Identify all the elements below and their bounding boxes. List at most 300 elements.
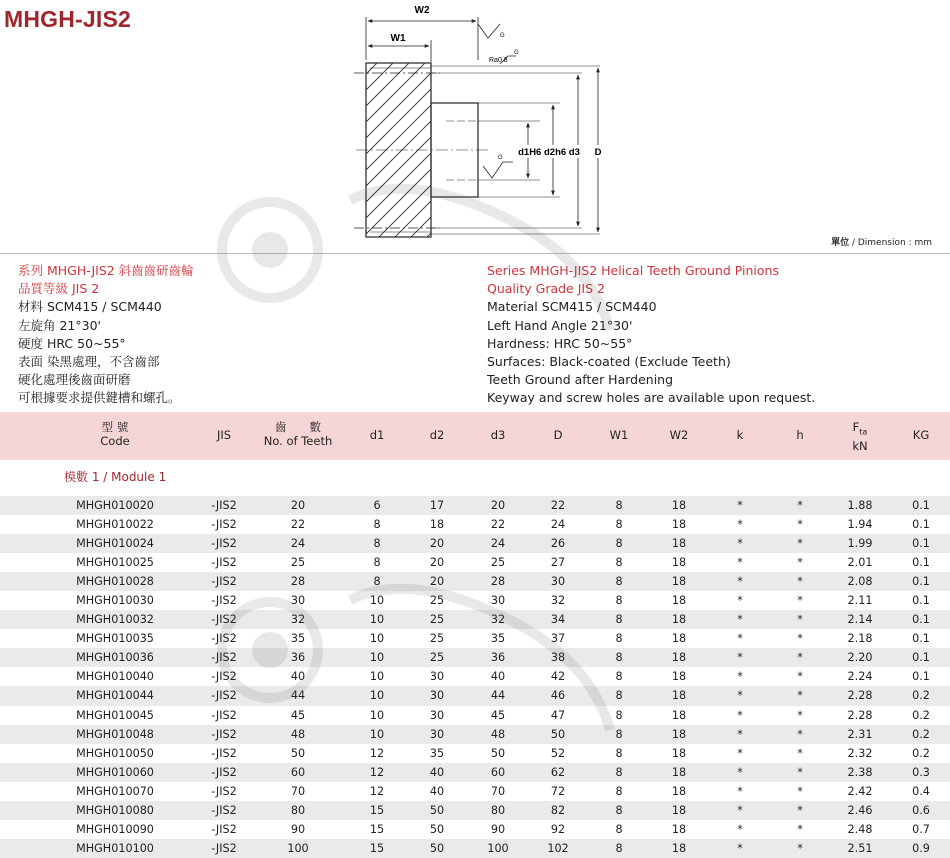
cell-w1: 8 (615, 594, 623, 608)
cell-d1: 10 (369, 689, 385, 703)
cell-teeth: 44 (290, 689, 306, 703)
cell-outer-d: 26 (550, 537, 566, 551)
cell-kg: 0.2 (912, 708, 930, 722)
cell-d2: 35 (429, 746, 445, 760)
cell-outer-d: 62 (550, 765, 566, 779)
cell-d3: 44 (490, 689, 506, 703)
table-header (0, 412, 950, 460)
table-row (0, 782, 950, 801)
table-row (0, 534, 950, 553)
cell-outer-d: 52 (550, 746, 566, 760)
cell-teeth: 50 (290, 746, 306, 760)
cell-fta: 1.94 (847, 518, 873, 532)
spec-line: 系列 MHGH-JIS2 斜齒齒研齒輪 (18, 263, 194, 278)
cell-kg: 0.1 (912, 651, 930, 665)
cell-kg: 0.7 (912, 822, 930, 836)
cell-kg: 0.1 (912, 499, 930, 512)
cell-code: MHGH010044 (76, 689, 154, 703)
cell-jis: -JIS2 (211, 689, 237, 703)
cell-w2: 18 (671, 518, 687, 532)
cell-w1: 8 (615, 803, 623, 817)
spec-line: 硬度 HRC 50~55° (18, 335, 126, 351)
cell-jis: -JIS2 (211, 765, 237, 779)
cell-d3: 70 (490, 784, 506, 798)
cell-d1: 10 (369, 651, 385, 665)
cell-jis: -JIS2 (211, 575, 237, 589)
cell-outer-d: 24 (550, 518, 566, 532)
table-row (0, 725, 950, 744)
cell-k: * (737, 556, 743, 570)
cell-w1: 8 (615, 765, 623, 779)
table-row (0, 610, 950, 629)
spec-line: Teeth Ground after Hardening (487, 372, 674, 388)
cell-k: * (737, 518, 743, 532)
table-row (0, 763, 950, 782)
cell-teeth: 36 (290, 651, 306, 665)
cell-teeth: 35 (290, 632, 306, 646)
cell-w1: 8 (615, 651, 623, 665)
cell-fta: 2.20 (847, 651, 873, 665)
cell-w1: 8 (615, 556, 623, 570)
cell-jis: -JIS2 (211, 499, 237, 512)
header-d3: d3 (490, 428, 506, 442)
cell-code: MHGH010040 (76, 670, 154, 684)
cell-k: * (737, 822, 743, 836)
cell-h: * (797, 727, 803, 741)
page-title: MHGH-JIS2 (4, 6, 132, 32)
unit-label-en: / Dimension : mm (849, 238, 932, 248)
cell-fta: 2.48 (847, 822, 873, 836)
cell-code: MHGH010035 (76, 632, 154, 646)
cell-teeth: 30 (290, 594, 306, 608)
cell-k: * (737, 727, 743, 741)
cell-w2: 18 (671, 575, 687, 589)
cell-w2: 18 (671, 708, 687, 722)
cell-code: MHGH010090 (76, 822, 154, 836)
cell-d3: 48 (490, 727, 506, 741)
cell-fta: 1.99 (847, 537, 873, 551)
cell-d1: 10 (369, 632, 385, 646)
cell-kg: 0.1 (912, 670, 930, 684)
header-w2: W2 (669, 428, 689, 442)
cell-k: * (737, 784, 743, 798)
cell-teeth: 25 (290, 556, 306, 570)
table-row (0, 667, 950, 686)
cell-w2: 18 (671, 803, 687, 817)
cell-h: * (797, 613, 803, 627)
cell-outer-d: 82 (550, 803, 566, 817)
cell-d1: 15 (369, 822, 385, 836)
cell-w2: 18 (671, 841, 687, 855)
cell-h: * (797, 537, 803, 551)
cell-w2: 18 (671, 689, 687, 703)
cell-d2: 17 (429, 499, 445, 512)
cell-code: MHGH010024 (76, 537, 154, 551)
header-d2: d2 (429, 428, 445, 442)
cell-d1: 8 (373, 575, 381, 589)
table-row (0, 706, 950, 725)
cell-h: * (797, 746, 803, 760)
cell-kg: 0.1 (912, 632, 930, 646)
table-row (0, 648, 950, 667)
cell-d1: 10 (369, 613, 385, 627)
cell-outer-d: 22 (550, 499, 566, 512)
cell-h: * (797, 784, 803, 798)
table-row (0, 629, 950, 648)
cell-d3: 35 (490, 632, 506, 646)
cell-code: MHGH010020 (76, 499, 154, 512)
spec-line: 可根據要求提供鍵槽和螺孔。 (18, 390, 181, 406)
table-row (0, 820, 950, 839)
cell-w2: 18 (671, 499, 687, 512)
cell-w1: 8 (615, 537, 623, 551)
cell-jis: -JIS2 (211, 556, 237, 570)
header-kg: KG (912, 428, 930, 442)
cell-h: * (797, 594, 803, 608)
cell-jis: -JIS2 (211, 518, 237, 532)
cell-kg: 0.1 (912, 575, 930, 589)
cell-jis: -JIS2 (211, 632, 237, 646)
cell-outer-d: 32 (550, 594, 566, 608)
header-teeth: 齒 數 No. of Teeth (263, 420, 333, 448)
cell-teeth: 100 (287, 841, 309, 855)
specs-english (487, 262, 815, 408)
header-w1: W1 (609, 428, 629, 442)
cell-d1: 15 (369, 841, 385, 855)
cell-w2: 18 (671, 613, 687, 627)
cell-w1: 8 (615, 784, 623, 798)
cell-outer-d: 47 (550, 708, 566, 722)
cell-k: * (737, 651, 743, 665)
cell-jis: -JIS2 (211, 841, 237, 855)
cell-k: * (737, 670, 743, 684)
cell-h: * (797, 803, 803, 817)
cell-w2: 18 (671, 822, 687, 836)
cell-d2: 30 (429, 708, 445, 722)
cell-kg: 0.1 (912, 613, 930, 627)
cell-code: MHGH010060 (76, 765, 154, 779)
cell-d1: 8 (373, 556, 381, 570)
cell-outer-d: 42 (550, 670, 566, 684)
cell-fta: 2.28 (847, 708, 873, 722)
spec-table (0, 412, 950, 858)
cell-jis: -JIS2 (211, 613, 237, 627)
cell-code: MHGH010050 (76, 746, 154, 760)
cell-d1: 10 (369, 708, 385, 722)
cell-k: * (737, 746, 743, 760)
cell-k: * (737, 594, 743, 608)
cell-d3: 22 (490, 518, 506, 532)
technical-drawing (0, 0, 950, 250)
cell-k: * (737, 841, 743, 855)
cell-fta: 2.18 (847, 632, 873, 646)
cell-fta: 2.38 (847, 765, 873, 779)
spec-line: Series MHGH-JIS2 Helical Teeth Ground Pinions (487, 263, 779, 278)
cell-outer-d: 72 (550, 784, 566, 798)
module-label: 模數 1 / Module 1 (64, 470, 167, 484)
cell-d1: 10 (369, 727, 385, 741)
cell-h: * (797, 708, 803, 722)
cell-d3: 20 (490, 499, 506, 512)
table-row (0, 515, 950, 534)
header-k: k (736, 428, 744, 442)
cell-d3: 30 (490, 594, 506, 608)
cell-h: * (797, 822, 803, 836)
cell-d2: 50 (429, 841, 445, 855)
cell-d3: 24 (490, 537, 506, 551)
cell-d3: 45 (490, 708, 506, 722)
cell-w1: 8 (615, 746, 623, 760)
spec-line: 品質等級 JIS 2 (18, 281, 100, 297)
cell-fta: 2.28 (847, 689, 873, 703)
cell-w2: 18 (671, 537, 687, 551)
cell-d2: 25 (429, 594, 445, 608)
cell-d2: 25 (429, 613, 445, 627)
cell-teeth: 80 (290, 803, 306, 817)
cell-d1: 15 (369, 803, 385, 817)
cell-h: * (797, 651, 803, 665)
cell-teeth: 20 (290, 499, 306, 512)
cell-d2: 25 (429, 651, 445, 665)
cell-w1: 8 (615, 841, 623, 855)
table-row (0, 496, 950, 515)
cell-w2: 18 (671, 632, 687, 646)
cell-kg: 0.9 (912, 841, 930, 855)
cell-d2: 30 (429, 727, 445, 741)
cell-h: * (797, 632, 803, 646)
cell-d3: 90 (490, 822, 506, 836)
cell-kg: 0.3 (912, 765, 930, 779)
cell-jis: -JIS2 (211, 594, 237, 608)
cell-k: * (737, 803, 743, 817)
cell-d1: 10 (369, 594, 385, 608)
unit-label-zh: 單位 (831, 238, 850, 248)
specs-chinese (18, 262, 194, 408)
cell-jis: -JIS2 (211, 708, 237, 722)
cell-code: MHGH010028 (76, 575, 154, 589)
table-row (0, 572, 950, 591)
cell-d3: 25 (490, 556, 506, 570)
cell-fta: 2.08 (847, 575, 873, 589)
cell-k: * (737, 689, 743, 703)
cell-d2: 18 (429, 518, 445, 532)
cell-d2: 50 (429, 803, 445, 817)
outer-diameter-label: D (594, 147, 602, 158)
cell-outer-d: 34 (550, 613, 566, 627)
unit-note (831, 235, 932, 248)
cell-h: * (797, 518, 803, 532)
cell-w1: 8 (615, 499, 623, 512)
cell-d3: 60 (490, 765, 506, 779)
cell-jis: -JIS2 (211, 727, 237, 741)
cell-teeth: 60 (290, 765, 306, 779)
cell-w2: 18 (671, 594, 687, 608)
header-d1: d1 (369, 428, 385, 442)
cell-d3: 28 (490, 575, 506, 589)
cell-w1: 8 (615, 727, 623, 741)
cell-jis: -JIS2 (211, 670, 237, 684)
spec-line: 材料 SCM415 / SCM440 (18, 299, 162, 315)
cell-d2: 30 (429, 689, 445, 703)
cell-kg: 0.1 (912, 556, 930, 570)
cell-w2: 18 (671, 727, 687, 741)
finish-g-top: G (500, 33, 505, 39)
cell-d1: 10 (369, 670, 385, 684)
cell-jis: -JIS2 (211, 784, 237, 798)
cell-k: * (737, 575, 743, 589)
bore-diameters-label: d1H6 d2h6 d3 (518, 147, 580, 158)
cell-fta: 1.88 (847, 499, 873, 512)
cell-kg: 0.6 (912, 803, 930, 817)
module-label-row (0, 460, 950, 496)
cell-d1: 12 (369, 784, 385, 798)
cell-d2: 40 (429, 765, 445, 779)
spec-line: 左旋角 21°30' (18, 317, 101, 333)
roughness-label: Ra0.8 (489, 57, 508, 64)
cell-outer-d: 30 (550, 575, 566, 589)
cell-d3: 32 (490, 613, 506, 627)
cell-w1: 8 (615, 689, 623, 703)
cell-w2: 18 (671, 670, 687, 684)
header-h: h (796, 428, 804, 442)
cell-fta: 2.11 (847, 594, 873, 608)
cell-h: * (797, 670, 803, 684)
cell-h: * (797, 575, 803, 589)
cell-kg: 0.2 (912, 746, 930, 760)
cell-d2: 20 (429, 537, 445, 551)
finish-g-mid: G (514, 50, 519, 56)
cell-d2: 50 (429, 822, 445, 836)
spec-line: Keyway and screw holes are available upon request. (487, 390, 816, 406)
cell-d1: 12 (369, 746, 385, 760)
w2-label: W2 (414, 5, 430, 16)
spec-line: Material SCM415 / SCM440 (487, 299, 657, 315)
table-row (0, 686, 950, 705)
cell-teeth: 90 (290, 822, 306, 836)
cell-d2: 30 (429, 670, 445, 684)
finish-g-bore: G (498, 155, 503, 161)
cell-d3: 80 (490, 803, 506, 817)
cell-code: MHGH010080 (76, 803, 154, 817)
cell-d2: 20 (429, 575, 445, 589)
cell-d1: 8 (373, 537, 381, 551)
cell-k: * (737, 499, 743, 512)
cell-w2: 18 (671, 765, 687, 779)
cell-teeth: 22 (290, 518, 306, 532)
cell-d2: 40 (429, 784, 445, 798)
spec-line: Left Hand Angle 21°30' (487, 317, 633, 333)
section-divider (0, 253, 950, 254)
cell-jis: -JIS2 (211, 822, 237, 836)
cell-outer-d: 92 (550, 822, 566, 836)
cell-teeth: 24 (290, 537, 306, 551)
cell-code: MHGH010022 (76, 518, 154, 532)
cell-k: * (737, 613, 743, 627)
cell-fta: 2.31 (847, 727, 873, 741)
cell-jis: -JIS2 (211, 651, 237, 665)
cell-d1: 8 (373, 518, 381, 532)
cell-fta: 2.24 (847, 670, 873, 684)
cell-d2: 25 (429, 632, 445, 646)
spec-line: Hardness: HRC 50~55° (487, 335, 633, 351)
header-jis: JIS (216, 428, 232, 442)
header-outer-d: D (553, 428, 563, 442)
cell-w1: 8 (615, 575, 623, 589)
cell-d1: 6 (373, 499, 381, 512)
cell-teeth: 32 (290, 613, 306, 627)
cell-h: * (797, 556, 803, 570)
cell-kg: 0.2 (912, 727, 930, 741)
cell-k: * (737, 708, 743, 722)
cell-d3: 100 (487, 841, 509, 855)
cell-code: MHGH010025 (76, 556, 154, 570)
cell-outer-d: 38 (550, 651, 566, 665)
cell-jis: -JIS2 (211, 746, 237, 760)
table-body (0, 496, 950, 858)
w1-label: W1 (390, 33, 406, 44)
cell-w2: 18 (671, 556, 687, 570)
cell-w1: 8 (615, 822, 623, 836)
cell-h: * (797, 499, 803, 512)
cell-h: * (797, 689, 803, 703)
cell-code: MHGH010048 (76, 727, 154, 741)
cell-outer-d: 37 (550, 632, 566, 646)
cell-kg: 0.1 (912, 518, 930, 532)
spec-line: 表面 染黑處理，不含齒部 (18, 354, 160, 370)
cell-code: MHGH010030 (76, 594, 154, 608)
cell-teeth: 45 (290, 708, 306, 722)
cell-w1: 8 (615, 613, 623, 627)
cell-w1: 8 (615, 670, 623, 684)
table-row (0, 744, 950, 763)
cell-d3: 50 (490, 746, 506, 760)
cell-kg: 0.1 (912, 594, 930, 608)
cell-jis: -JIS2 (211, 537, 237, 551)
cell-w2: 18 (671, 784, 687, 798)
cell-d1: 12 (369, 765, 385, 779)
cell-code: MHGH010032 (76, 613, 154, 627)
spec-line: Quality Grade JIS 2 (487, 281, 605, 297)
cell-teeth: 40 (290, 670, 306, 684)
cell-h: * (797, 841, 803, 855)
cell-k: * (737, 632, 743, 646)
header-code: 型 號 Code (100, 420, 130, 448)
cell-outer-d: 46 (550, 689, 566, 703)
cell-w1: 8 (615, 632, 623, 646)
cell-code: MHGH010045 (76, 708, 154, 722)
cell-d3: 40 (490, 670, 506, 684)
table-row (0, 591, 950, 610)
cell-kg: 0.4 (912, 784, 930, 798)
cell-k: * (737, 765, 743, 779)
cell-d2: 20 (429, 556, 445, 570)
cell-fta: 2.46 (847, 803, 873, 817)
cell-teeth: 70 (290, 784, 306, 798)
cell-code: MHGH010036 (76, 651, 154, 665)
cell-fta: 2.14 (847, 613, 873, 627)
cell-fta: 2.51 (847, 841, 873, 855)
cell-w2: 18 (671, 746, 687, 760)
cell-w1: 8 (615, 518, 623, 532)
header-fta: $F_{ta}$ kN (852, 420, 868, 454)
cell-h: * (797, 765, 803, 779)
cell-teeth: 48 (290, 727, 306, 741)
table-row (0, 839, 950, 858)
spec-line: 硬化處理後齒面研磨 (18, 372, 131, 388)
cell-d3: 36 (490, 651, 506, 665)
cell-outer-d: 102 (547, 841, 569, 855)
cell-code: MHGH010100 (76, 841, 154, 855)
